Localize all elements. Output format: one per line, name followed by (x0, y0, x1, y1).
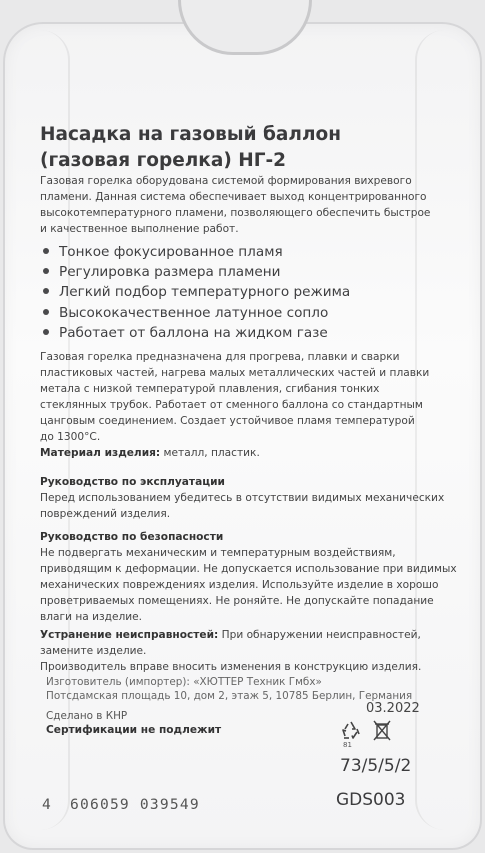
bullet-icon (43, 288, 49, 294)
troubleshoot-line: замените изделие. (40, 645, 147, 657)
bullet-icon (43, 248, 49, 254)
purpose-line: стеклянных трубок. Работает от сменного баллона со стандартным (40, 399, 423, 411)
purpose-line: до 1300°С. (40, 431, 101, 443)
manufacturer-note: Производитель вправе вносить изменения в конструкцию изделия. (40, 661, 422, 673)
safety-line: Не подвергать механическим и температурным воздействиям, (40, 547, 396, 559)
feature-list (40, 242, 470, 343)
intro-line: пламени. Данная система обеспечивает выход концентрированного (40, 191, 427, 203)
troubleshoot-label: Устранение неисправностей: (40, 629, 219, 641)
manual-section (40, 474, 470, 522)
feature-text: Легкий подбор температурного режима (59, 284, 351, 301)
certification-text: Сертификации не подлежит (46, 724, 222, 736)
feature-text: Работает от баллона на жидком газе (59, 324, 328, 341)
importer-address: Потсдамская площадь 10, дом 2, этаж 5, 10785 Берлин, Германия (46, 690, 413, 702)
origin-text: Сделано в КНР (46, 710, 128, 722)
feature-item (40, 262, 470, 282)
material-line (40, 445, 470, 461)
feature-item (40, 242, 470, 262)
article-code: GDS003 (336, 790, 406, 810)
safety-line: приводящим к деформации. Не допускается использование при видимых (40, 563, 457, 575)
recycle-code: 81 (343, 741, 352, 749)
product-title (40, 122, 460, 174)
product-title-line1: Насадка на газовый баллон (40, 124, 341, 145)
troubleshoot-text: При обнаружении неисправностей, (218, 629, 421, 641)
feature-item (40, 323, 470, 343)
troubleshoot-section (40, 627, 470, 675)
safety-section (40, 529, 470, 625)
intro-paragraph (40, 173, 470, 237)
intro-line: Газовая горелка оборудована системой формирования вихревого (40, 175, 412, 187)
purpose-line: цанговым соединением. Создает устойчивое пламя температурой (40, 415, 415, 427)
production-date: 03.2022 (366, 701, 420, 716)
barcode-digits: 606059 039549 (70, 796, 200, 813)
manual-line: Перед использованием убедитесь в отсутствии видимых механических (40, 492, 445, 504)
feature-text: Высококачественное латунное сопло (59, 304, 329, 321)
safety-line: механических повреждениях изделия. Используйте изделие в хорошо (40, 579, 439, 591)
product-title-line2: (газовая горелка) НГ-2 (40, 150, 287, 171)
feature-text: Регулировка размера пламени (59, 264, 281, 281)
safety-heading: Руководство по безопасности (40, 531, 224, 543)
barcode-lead-digit: 4 (42, 796, 51, 813)
purpose-line: пластиковых частей, нагрева малых металлических частей и плавки (40, 367, 430, 379)
feature-item (40, 303, 470, 323)
material-label: Материал изделия: (40, 447, 161, 459)
manual-heading: Руководство по эксплуатации (40, 476, 225, 488)
purpose-paragraph (40, 349, 470, 445)
bullet-icon (43, 309, 49, 315)
purpose-line: Газовая горелка предназначена для прогрева, плавки и сварки (40, 351, 400, 363)
feature-item (40, 282, 470, 302)
manual-line: повреждений изделия. (40, 508, 171, 520)
batch-code: 73/5/5/2 (340, 756, 412, 776)
material-value: металл, пластик. (160, 447, 260, 459)
safety-line: влаги на изделие. (40, 611, 143, 623)
importer-line: Изготовитель (импортер): «ХЮТТЕР Техник Гмбх» (46, 676, 322, 688)
feature-text: Тонкое фокусированное пламя (59, 244, 283, 260)
purpose-line: метала с низкой температурой плавления, сгибания тонких (40, 383, 380, 395)
bullet-icon (43, 329, 49, 335)
intro-line: и качественное выполнение работ. (40, 223, 239, 235)
recycle-icon (340, 719, 362, 741)
intro-line: высокотемпературного пламени, позволяющего обеспечить быстрое (40, 207, 431, 219)
safety-line: проветриваемых помещениях. Не роняйте. Не допускайте попадание (40, 595, 434, 607)
bullet-icon (43, 268, 49, 274)
crossed-bin-icon (372, 719, 392, 743)
